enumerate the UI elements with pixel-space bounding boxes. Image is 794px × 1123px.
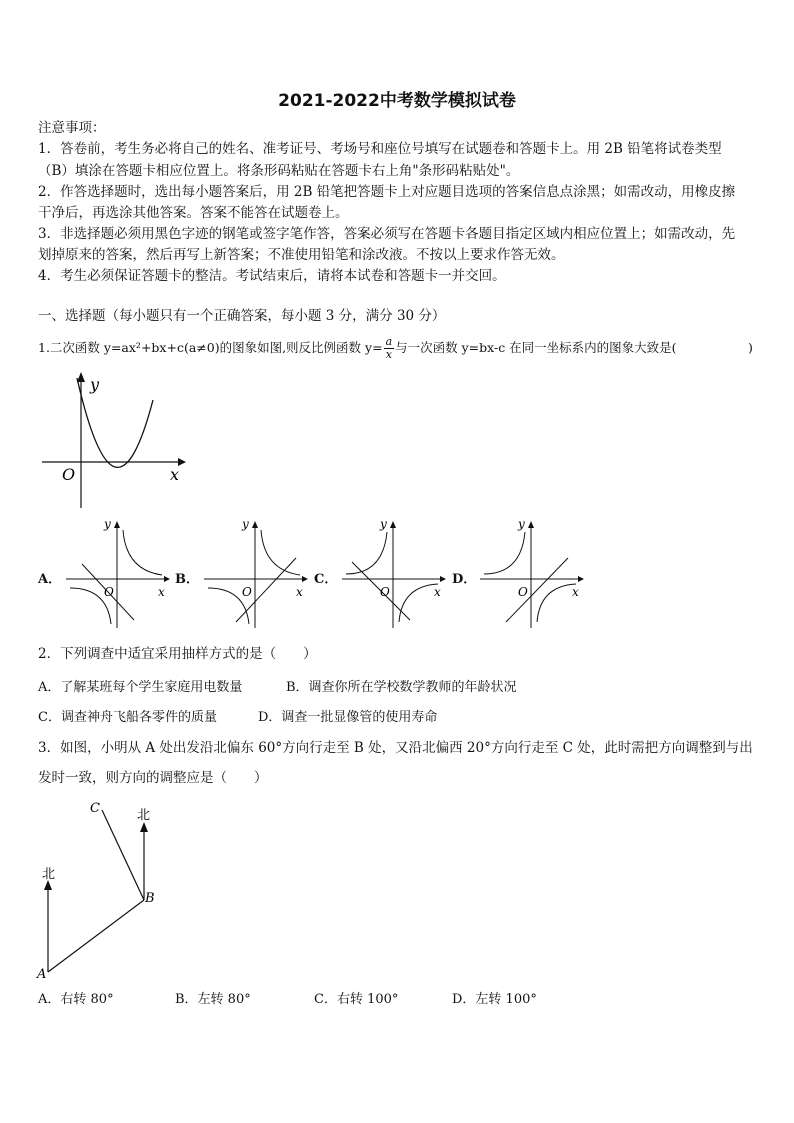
y-label: y [380,517,387,531]
q3-option-d: D．左转 100° [452,992,537,1007]
q2-option-a: A．了解某班每个学生家庭用电数量 [38,680,243,695]
q2-option-d: D．调查一批显像管的使用寿命 [258,710,438,725]
hyperbola-branch-1 [123,530,162,575]
option-d-graph [476,512,588,632]
option-c-graph [338,512,450,632]
x-axis-arrow [440,576,446,582]
x-axis-arrow [164,576,170,582]
option-b-label: B． [175,572,199,587]
linear-function-line [506,558,568,622]
section-heading: 一、选择题（每小题只有一个正确答案，每小题 3 分，满分 30 分） [38,308,446,324]
parabola-graph [40,370,190,510]
question-3-stem-line2: 发时一致，则方向的调整应是（ ） [38,770,268,786]
path-b-to-c [102,810,144,900]
q1-prefix: 1.二次函数 y=ax²+bx+c(a≠0)的图象如图,则反比例函数 y= [38,340,383,355]
point-a-label: A [37,967,47,982]
hyperbola-branch-1 [261,530,300,575]
notice-line: （B）填涂在答题卡相应位置上。将条形码粘贴在答题卡右上角"条形码粘贴处"。 [38,163,520,179]
x-label: x [434,585,441,599]
notice-heading: 注意事项： [38,120,106,136]
point-b-label: B [145,891,155,906]
y-axis-arrow [528,521,534,528]
origin-label: O [62,465,76,484]
x-axis-arrow [578,576,584,582]
y-label: y [518,517,525,531]
question-1-stem [38,335,760,361]
north-label: 北 [42,867,56,882]
q1-close-paren: ) [748,340,753,355]
parabola-curve [77,378,153,467]
notice-line: 1．答卷前，考生务必将自己的姓名、准考证号、考场号和座位号填写在试题卷和答题卡上。用 2B 铅笔将试卷类型 [38,141,722,157]
x-label: x [158,585,165,599]
page-title: 2021-2022中考数学模拟试卷 [278,91,516,111]
option-d-label: D． [452,572,477,587]
origin-label: O [518,585,528,599]
x-label: x [296,585,303,599]
fraction-a-over-x [384,336,395,361]
q3-option-a: A．右转 80° [38,992,114,1007]
origin-label: O [104,585,114,599]
q3-option-c: C．右转 100° [314,992,399,1007]
q1-suffix: 与一次函数 y=bx-c 在同一坐标系内的图象大致是( [395,340,677,355]
y-axis-arrow [114,521,120,528]
q3-option-b: B．左转 80° [175,992,251,1007]
x-axis-arrow [178,458,186,466]
arrowhead [140,822,148,832]
option-b-graph [200,512,312,632]
fraction-numerator: a [385,335,393,348]
q2-option-b: B．调查你所在学校数学教师的年龄状况 [286,680,517,695]
hyperbola-branch-1 [346,532,387,574]
path-a-to-b [48,900,144,972]
hyperbola-branch-1 [484,532,525,574]
option-a-graph [62,512,174,632]
origin-label: O [242,585,252,599]
notice-line: 划掉原来的答案，然后再写上新答案；不准使用铅笔和涂改液。不按以上要求作答无效。 [38,247,565,263]
y-axis-arrow [390,521,396,528]
notice-line: 4．考生必须保证答题卡的整洁。考试结束后，请将本试卷和答题卡一并交回。 [38,268,506,284]
x-label: x [170,465,180,484]
question-3-stem-line1: 3．如图，小明从 A 处出发沿北偏东 60°方向行走至 B 处，又沿北偏西 20°方向行走至 C 处，此时需把方向调整到与出 [38,740,753,756]
notice-line: 2．作答选择题时，选出每小题答案后，用 2B 铅笔把答题卡上对应题目选项的答案信息点涂黑；如需改动，用橡皮擦 [38,184,736,200]
x-label: x [572,585,579,599]
origin-label: O [380,585,390,599]
option-c-label: C． [314,572,338,587]
question-2-stem: 2．下列调查中适宜采用抽样方式的是（ ） [38,646,317,662]
y-label: y [242,517,249,531]
fraction-denominator: x [385,348,392,361]
y-label: y [104,517,111,531]
notice-line: 干净后，再选涂其他答案。答案不能答在试题卷上。 [38,205,349,221]
north-label: 北 [137,808,151,823]
hyperbola-branch-2 [399,584,438,622]
hyperbola-branch-2 [537,584,576,622]
option-a-label: A． [38,572,62,587]
notice-line: 3．非选择题必须用黑色字迹的钢笔或签字笔作答，答案必须写在答题卡各题目指定区域内相应位置上；如需改动，先 [38,226,736,242]
y-label: y [90,375,100,394]
q2-option-c: C．调查神舟飞船各零件的质量 [38,710,217,725]
x-axis-arrow [302,576,308,582]
y-axis-arrow [252,521,258,528]
point-c-label: C [90,801,100,816]
direction-diagram [30,796,170,982]
